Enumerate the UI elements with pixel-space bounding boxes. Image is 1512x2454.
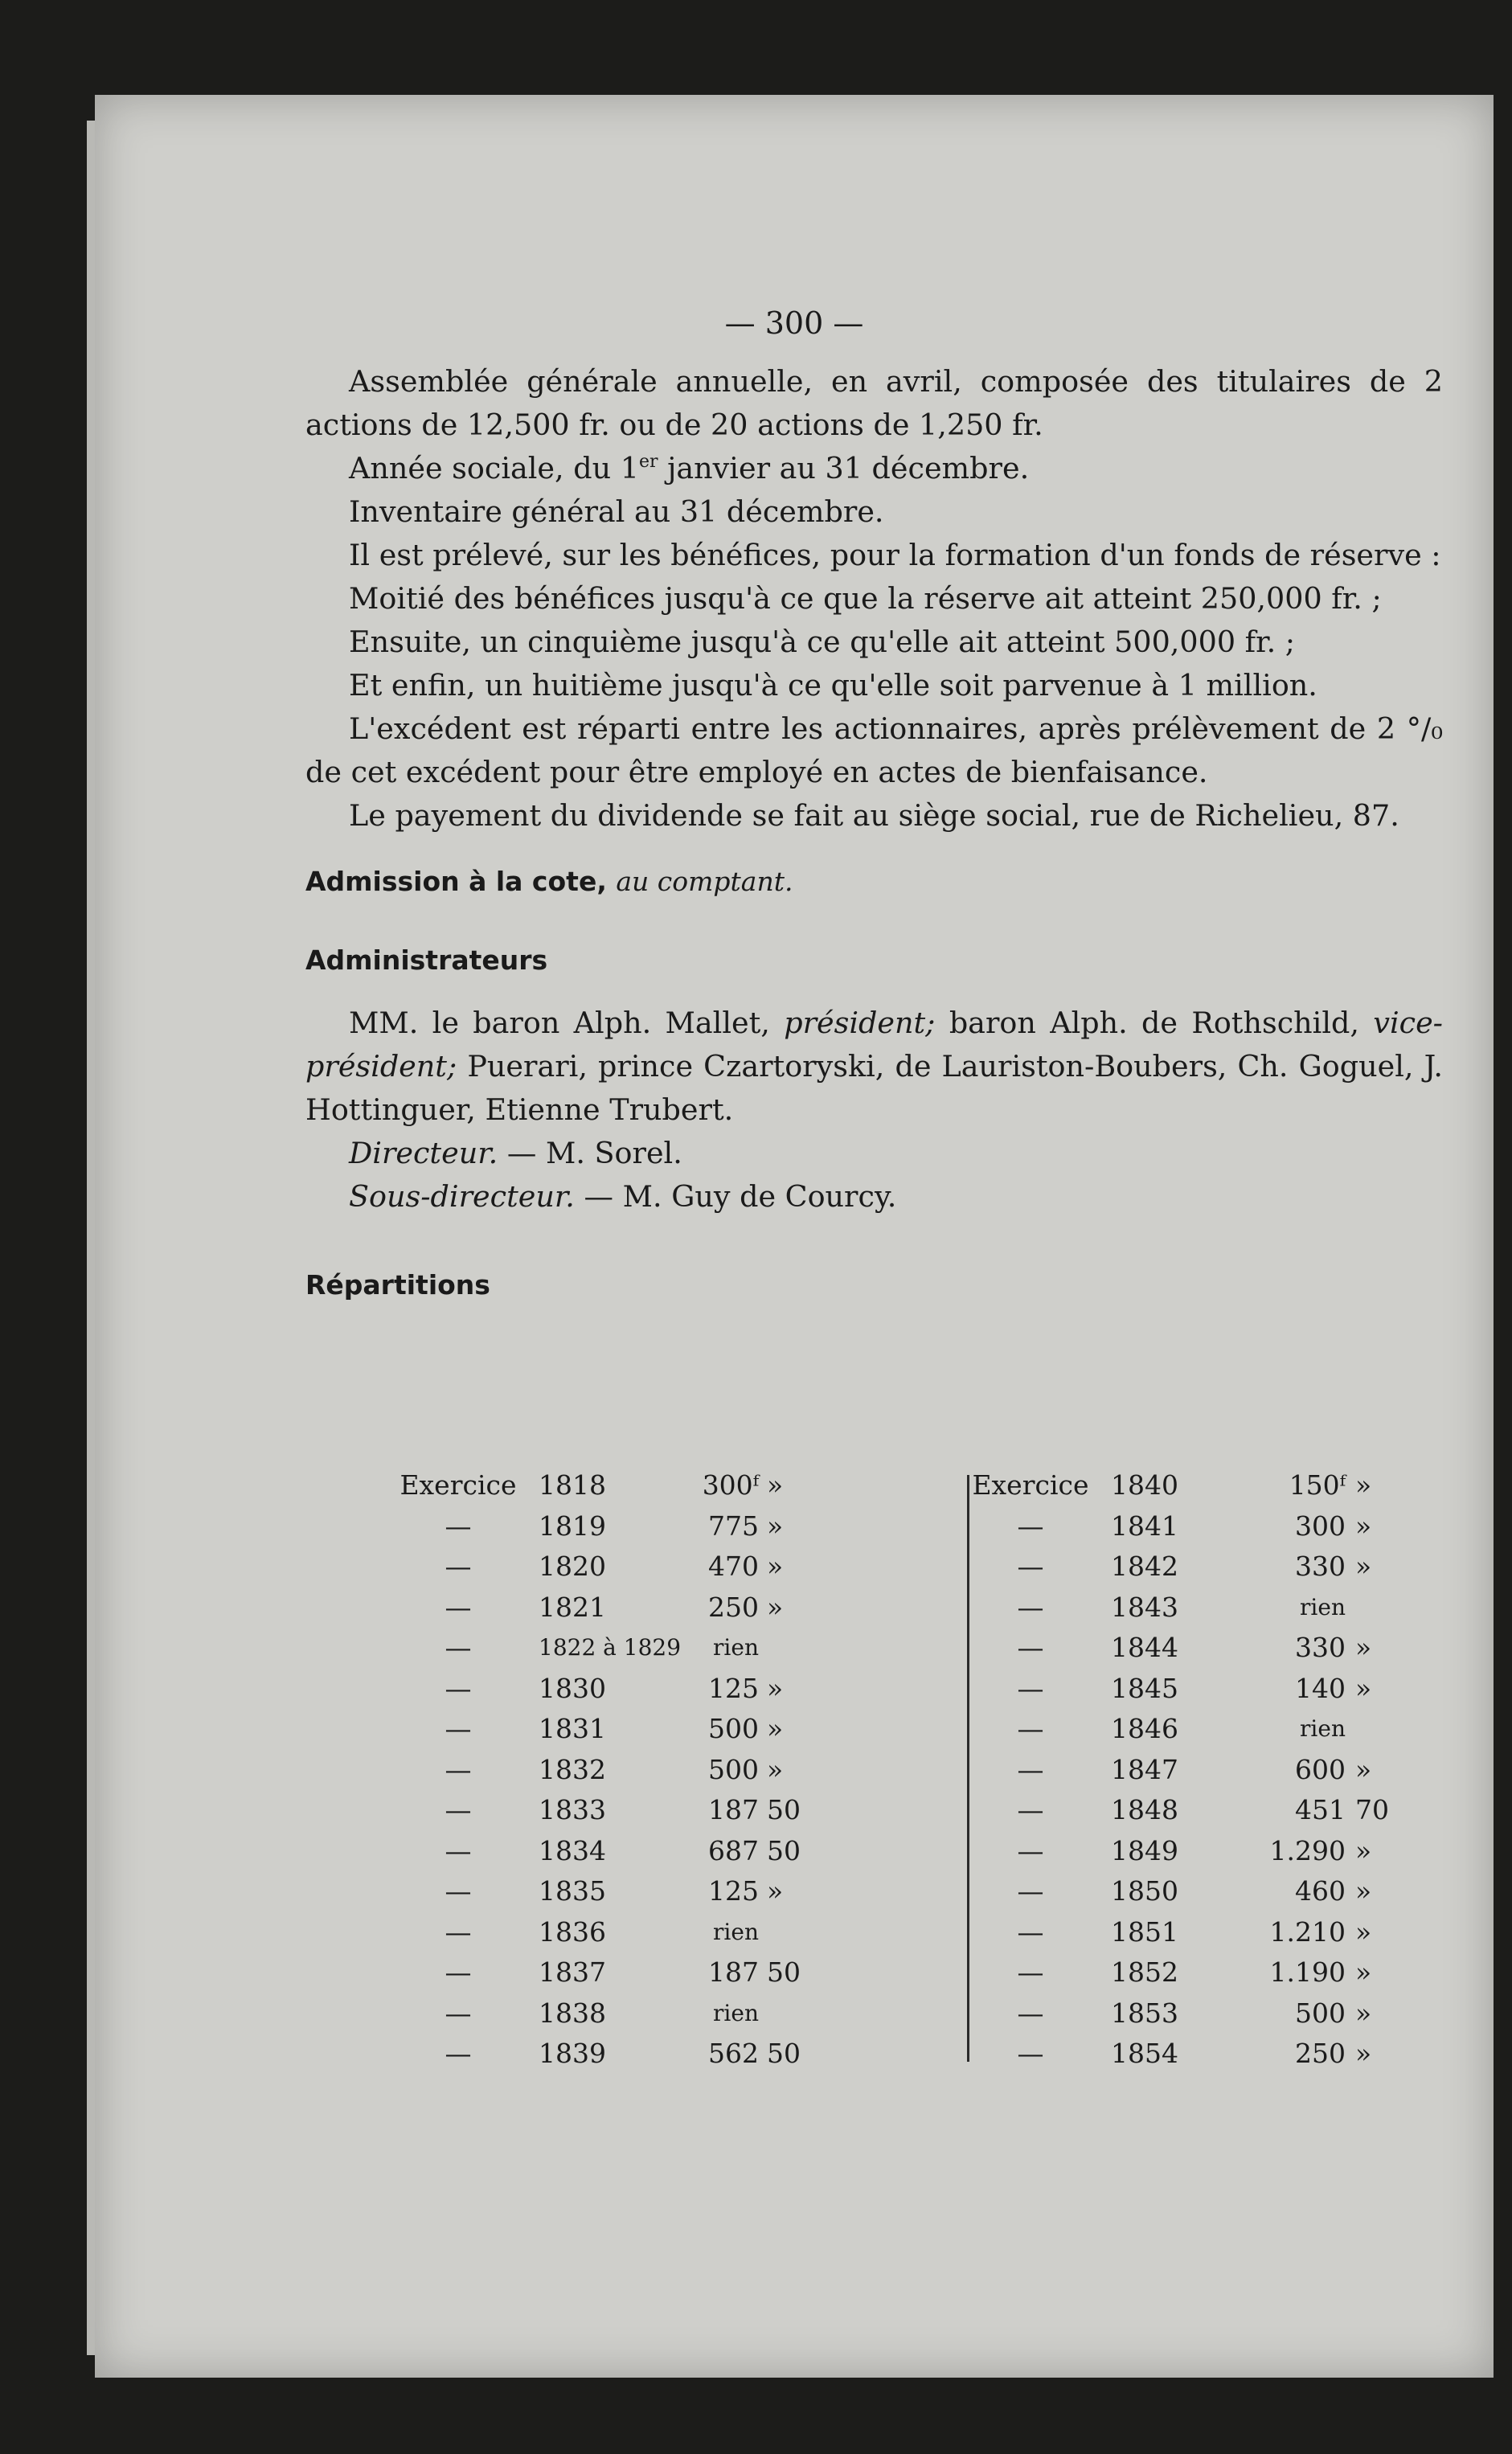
table-row [378,1628,908,1669]
row-year: 1833 [539,1794,606,1825]
row-label: — [445,1834,472,1866]
row-label: — [445,1632,472,1663]
row-amount: 562 [708,2038,759,2069]
row-label: — [445,1915,472,1948]
row-amount: rien [713,1634,759,1661]
repartitions-heading: Répartitions [305,1269,490,1301]
annee-before: Année sociale, du 1 [349,451,639,485]
row-cents: » [1355,2038,1372,2069]
row-year: 1841 [1111,1510,1178,1542]
page-number: — 300 — [724,305,864,341]
paragraph-administrateurs [305,1002,1443,1132]
row-amount: 500 [708,1713,759,1744]
row-amount: 125 [708,1875,759,1907]
table-row [950,1993,1481,2034]
table-row [378,1750,908,1791]
row-amount: 187 [708,1956,759,1988]
row-year: 1843 [1111,1591,1178,1623]
table-row [378,1871,908,1912]
row-label: Exercice [400,1469,517,1501]
paragraph-sous-directeur [305,1175,1443,1219]
row-amount: 1.210 [1269,1915,1346,1948]
cote-heading [305,860,1443,903]
row-amount: 451 [1295,1794,1346,1825]
row-year: 1846 [1111,1713,1178,1744]
directeur-label: Directeur. [349,1136,498,1170]
row-cents: » [767,1469,784,1501]
admin-i1: président; [784,1006,936,1040]
row-label: — [445,1591,472,1623]
row-year: 1819 [539,1510,606,1542]
row-label: — [445,1794,472,1825]
row-year: 1820 [539,1551,606,1582]
directeur-rest: — M. Sorel. [498,1136,682,1170]
admin-t2: baron Alph. de Rothschild, [935,1006,1374,1040]
row-cents: » [1355,1551,1372,1582]
table-row [950,1547,1481,1588]
table-row [378,1465,908,1506]
row-year: 1830 [539,1672,606,1704]
row-year: 1834 [539,1834,606,1866]
annee-after: janvier au 31 décembre. [658,451,1030,485]
row-label: — [1017,1997,1044,2029]
row-year: 1844 [1111,1632,1178,1663]
row-amount: 140 [1295,1672,1346,1704]
table-row [950,1588,1481,1628]
row-cents: » [1355,1672,1372,1704]
table-row [950,1952,1481,1993]
row-cents: » [767,1591,784,1623]
row-cents: » [1355,1915,1372,1948]
paragraph-dividende: Le payement du dividende se fait au siège social, rue de Richelieu, 87. [349,798,1399,833]
row-label: — [1017,1510,1044,1542]
row-amount: rien [1300,1715,1346,1742]
row-amount: rien [1300,1593,1346,1620]
table-row [378,1831,908,1872]
row-label: — [1017,1956,1044,1988]
paragraph-moitie: Moitié des bénéfices jusqu'à ce que la réserve ait atteint 250,000 fr. ; [349,581,1382,616]
row-label: — [1017,1753,1044,1785]
table-row [950,2034,1481,2075]
row-amount: 187 [708,1794,759,1825]
row-label: — [445,1672,472,1704]
table-row [950,1669,1481,1710]
row-cents: » [1355,1753,1372,1785]
row-label: Exercice [972,1469,1089,1501]
table-row [950,1871,1481,1912]
row-label: — [445,1956,472,1988]
table-row [950,1831,1481,1872]
paragraph-enfin: Et enfin, un huitième jusqu'à ce qu'elle soit parvenue à 1 million. [349,668,1317,703]
row-cents: » [767,1551,784,1582]
row-year: 1850 [1111,1875,1178,1907]
row-year: 1853 [1111,1997,1178,2029]
table-row [950,1790,1481,1831]
row-year: 1832 [539,1753,606,1785]
row-amount: rien [713,1999,759,2026]
table-row [378,1993,908,2034]
row-label: — [445,1713,472,1744]
row-label: — [445,1997,472,2029]
row-cents: » [1355,1632,1372,1663]
row-year: 1842 [1111,1551,1178,1582]
row-cents: » [767,1753,784,1785]
row-amount: 775 [708,1510,759,1542]
row-amount: 300 [1295,1510,1346,1542]
sous-directeur-label: Sous-directeur. [349,1179,575,1214]
row-amount: 1.190 [1269,1956,1346,1988]
row-label: — [1017,1794,1044,1825]
row-label: — [1017,1591,1044,1623]
row-cents: 50 [767,2038,801,2069]
row-cents: » [1355,1834,1372,1866]
row-amount: 150ᶠ [1289,1469,1346,1501]
row-cents: 50 [767,1794,801,1825]
row-cents: 50 [767,1834,801,1866]
admin-i2: vice-président; [305,1006,1443,1084]
table-row [950,1750,1481,1791]
row-amount: 460 [1295,1875,1346,1907]
row-year: 1851 [1111,1915,1178,1948]
table-row [378,1669,908,1710]
row-amount: rien [713,1918,759,1945]
row-label: — [445,2038,472,2069]
annee-sup: er [638,452,658,472]
table-row [378,1709,908,1750]
row-amount: 687 [708,1834,759,1866]
table-row [950,1465,1481,1506]
page-content [95,95,1494,2378]
row-cents: 70 [1355,1794,1389,1825]
row-year: 1835 [539,1875,606,1907]
row-label: — [1017,1915,1044,1948]
row-year: 1852 [1111,1956,1178,1988]
row-year: 1839 [539,2038,606,2069]
paragraph-assemblee: Assemblée générale annuelle, en avril, composée des titulaires de 2 actions de 12,500 fr. ou de 20 actions de 1,250 fr. [305,364,1443,442]
book-page [95,95,1494,2378]
table-row [950,1709,1481,1750]
row-label: — [445,1551,472,1582]
row-amount: 470 [708,1551,759,1582]
row-cents: » [1355,1510,1372,1542]
row-year: 1854 [1111,2038,1178,2069]
row-year: 1836 [539,1915,606,1948]
row-year: 1848 [1111,1794,1178,1825]
row-label: — [1017,2038,1044,2069]
body-text [305,360,1443,1307]
row-label: — [1017,1834,1044,1866]
table-row [378,1912,908,1953]
paragraph-annee-sociale [305,447,1443,490]
row-label: — [1017,1551,1044,1582]
table-row [378,1952,908,1993]
repartitions-table [378,1465,1455,2076]
row-year: 1840 [1111,1469,1178,1501]
row-year: 1818 [539,1469,606,1501]
row-year: 1847 [1111,1753,1178,1785]
row-cents: » [767,1713,784,1744]
admin-t1: MM. le baron Alph. Mallet, [349,1006,785,1040]
row-cents: » [1355,1875,1372,1907]
administrateurs-heading: Administrateurs [305,944,548,976]
cote-bold: Admission à la cote, [305,866,607,897]
row-cents: » [767,1875,784,1907]
table-row [378,1547,908,1588]
table-row [378,1506,908,1547]
table-row [378,2034,908,2075]
table-row [950,1912,1481,1953]
row-amount: 300ᶠ [702,1469,759,1501]
row-label: — [1017,1672,1044,1704]
cote-italic: au comptant. [616,866,793,897]
row-year: 1838 [539,1997,606,2029]
repartitions-right-column [950,1465,1481,2075]
row-amount: 600 [1295,1753,1346,1785]
row-year: 1849 [1111,1834,1178,1866]
admin-t3: Puerari, prince Czartoryski, de Lauriston-Boubers, Ch. Goguel, J. Hottinguer, Etienne Trubert. [305,1049,1443,1127]
sous-directeur-rest: — M. Guy de Courcy. [574,1179,897,1214]
row-label: — [445,1510,472,1542]
row-label: — [445,1753,472,1785]
row-year: 1837 [539,1956,606,1988]
row-year: 1845 [1111,1672,1178,1704]
paragraph-inventaire: Inventaire général au 31 décembre. [349,494,884,529]
row-label: — [1017,1713,1044,1744]
row-amount: 125 [708,1672,759,1704]
row-amount: 330 [1295,1551,1346,1582]
row-label: — [445,1875,472,1907]
row-cents: » [767,1510,784,1542]
row-cents: » [1355,1469,1372,1501]
table-row [950,1628,1481,1669]
paragraph-excedent: L'excédent est réparti entre les actionnaires, après prélèvement de 2 °/₀ de cet excédent pour être employé en actes de bienfaisance. [305,711,1443,789]
row-amount: 500 [708,1753,759,1785]
repartitions-left-column [378,1465,908,2075]
paragraph-directeur [305,1132,1443,1175]
row-year: 1821 [539,1591,606,1623]
paragraph-prelevement: Il est prélevé, sur les bénéfices, pour la formation d'un fonds de réserve : [349,538,1441,572]
table-row [378,1588,908,1628]
row-amount: 330 [1295,1632,1346,1663]
row-year: 1831 [539,1713,606,1744]
paragraph-ensuite: Ensuite, un cinquième jusqu'à ce qu'elle ait atteint 500,000 fr. ; [349,625,1296,659]
row-cents: » [1355,1956,1372,1988]
row-label: — [1017,1632,1044,1663]
row-amount: 250 [1295,2038,1346,2069]
table-row [950,1506,1481,1547]
row-cents: » [1355,1997,1372,2029]
row-amount: 500 [1295,1997,1346,2029]
row-year: 1822 à 1829 [539,1634,682,1661]
row-amount: 1.290 [1269,1834,1346,1866]
row-amount: 250 [708,1591,759,1623]
row-cents: » [767,1672,784,1704]
row-label: — [1017,1875,1044,1907]
table-row [378,1790,908,1831]
row-cents: 50 [767,1956,801,1988]
